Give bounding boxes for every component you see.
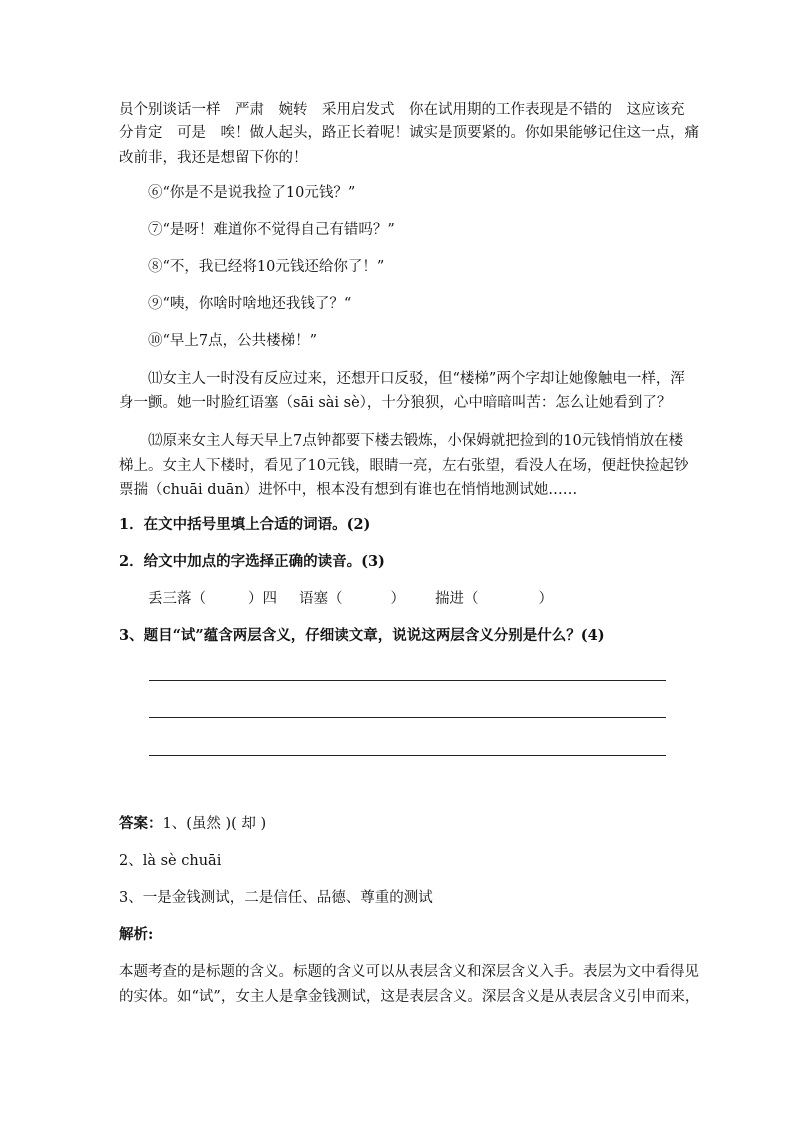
q2-item-2-close: ） bbox=[390, 591, 405, 607]
intro-line-2: 分肯定 可是 唉！做人起头，路正长着呢！诚实是顶要紧的。你如果能够记住这一点，痛 bbox=[119, 125, 699, 141]
intro-line-3: 改前非，我还是想留下你的！ bbox=[119, 150, 308, 166]
question-2-items bbox=[148, 586, 553, 613]
intro-line-1: 员个别谈话一样 严肃 婉转 采用启发式 你在试用期的工作表现是不错的 这应该充 bbox=[119, 102, 685, 118]
dialogue-line-7: ⑦“是呀！难道你不觉得自己有错吗？” bbox=[148, 222, 395, 238]
question-2: 2．给文中加点的字选择正确的读音。(3) bbox=[119, 553, 385, 570]
q2-item-3-open: 揣进（ bbox=[435, 591, 479, 607]
q2-item-1-close: ）四 bbox=[248, 591, 277, 607]
dialogue-line-9: ⑨“咦，你啥时啥地还我钱了？“ bbox=[148, 296, 352, 312]
para11-line-2: 身一颤。她一时脸红语塞（sāi sài sè），十分狼狈，心中暗暗叫苦：怎么让她看到了？ bbox=[119, 395, 672, 411]
answer-line-3[interactable] bbox=[149, 755, 666, 756]
para12-line-2: 梯上。女主人下楼时，看见了10元钱，眼睛一亮，左右张望，看没人在场，便赶快捡起钞 bbox=[119, 458, 689, 474]
para12-line-3: 票揣（chuāi duān）进怀中，根本没有想到有谁也在悄悄地测试她…… bbox=[119, 482, 578, 498]
question-1: 1．在文中括号里填上合适的词语。(2) bbox=[119, 516, 371, 533]
answer-line1: 1、(虽然 )( 却 ) bbox=[162, 816, 267, 832]
dialogue-line-10: ⑩“早上7点，公共楼梯！” bbox=[148, 333, 318, 349]
answer-line-1[interactable] bbox=[149, 680, 666, 681]
answer-line-2[interactable] bbox=[149, 717, 666, 718]
analysis-line-2: 的实体。如“试”，女主人是拿金钱测试，这是表层含义。深层含义是从表层含义引申而来， bbox=[119, 989, 700, 1005]
q2-item-3-close: ） bbox=[538, 591, 553, 607]
para12-line-1: ⑿原来女主人每天早上7点钟都要下楼去锻炼，小保姆就把捡到的10元钱悄悄放在楼 bbox=[148, 433, 684, 449]
answer-row-1 bbox=[119, 811, 266, 838]
analysis-line-1: 本题考查的是标题的含义。标题的含义可以从表层含义和深层含义入手。表层为文中看得见 bbox=[119, 964, 699, 980]
answer-row-3: 3、一是金钱测试，二是信任、品德、尊重的测试 bbox=[119, 890, 433, 906]
q2-item-2-open: 语塞（ bbox=[299, 591, 343, 607]
q2-item-1-open: 丢三落（ bbox=[148, 591, 206, 607]
para11-line-1: ⑾女主人一时没有反应过来，还想开口反驳，但“楼梯”两个字却让她像触电一样，浑 bbox=[148, 371, 685, 387]
question-3: 3、题目“试”蕴含两层含义，仔细读文章，说说这两层含义分别是什么？(4) bbox=[119, 627, 605, 644]
answer-label: 答案： bbox=[119, 815, 163, 832]
dialogue-line-8: ⑧“不，我已经将10元钱还给你了！” bbox=[148, 259, 385, 275]
analysis-label: 解析: bbox=[119, 926, 154, 943]
answer-row-2: 2、là sè chuāi bbox=[119, 853, 222, 869]
dialogue-line-6: ⑥“你是不是说我捡了10元钱？” bbox=[148, 185, 356, 201]
